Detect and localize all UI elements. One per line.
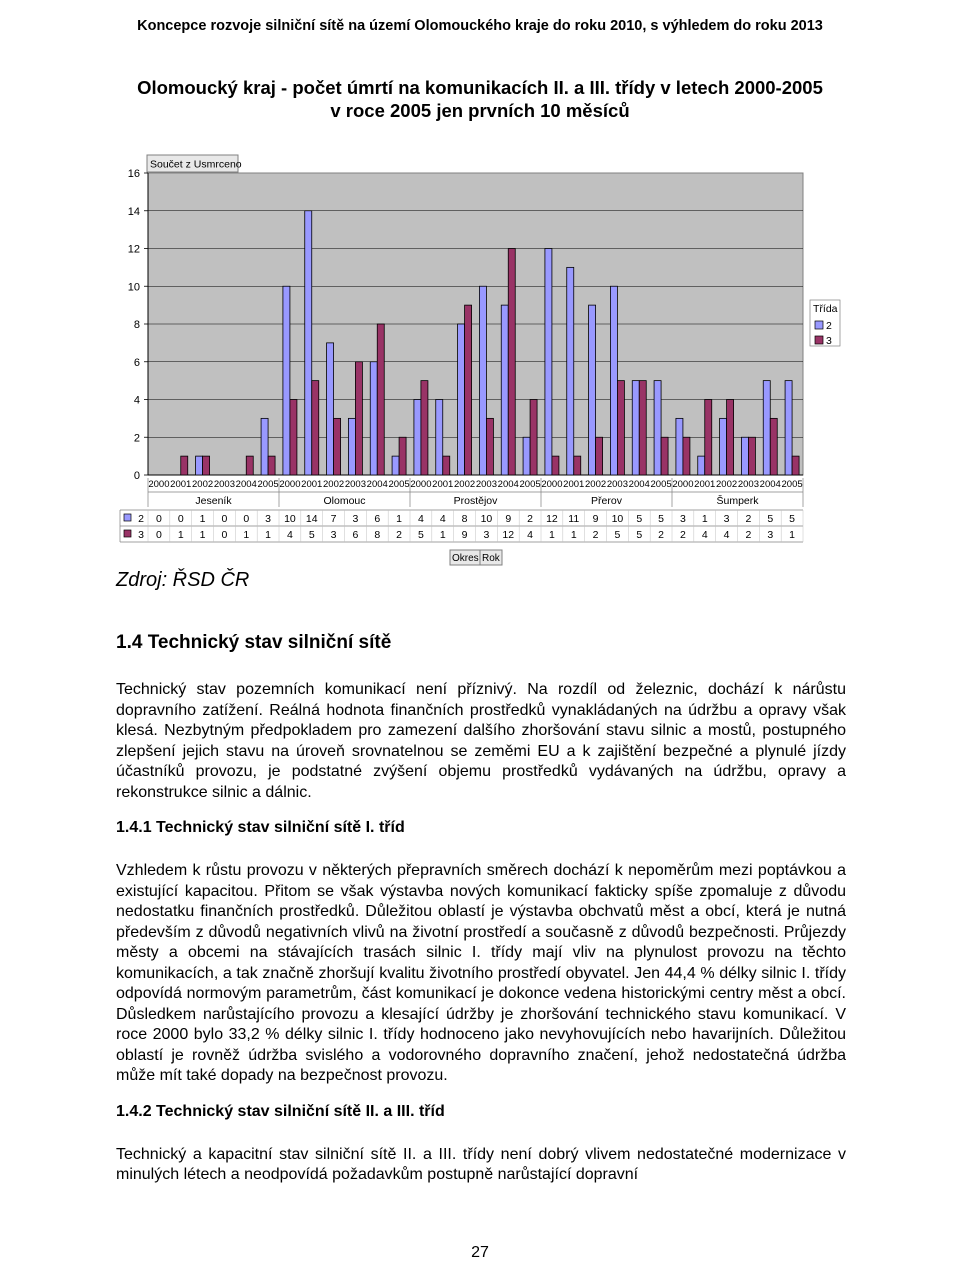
bar-series-3 [574,456,581,475]
x-year-label: 2003 [344,479,366,490]
x-year-label: 2003 [606,479,628,490]
bar-series-3 [268,456,275,475]
deaths-bar-chart [0,150,960,575]
bar-series-3 [377,324,384,475]
x-year-label: 2002 [716,479,738,490]
table-cell: 2 [592,529,599,541]
x-year-label: 2004 [628,479,650,490]
table-cell: 3 [723,513,730,525]
table-cell: 4 [723,529,730,541]
table-cell: 2 [527,513,534,525]
table-cell: 1 [199,529,206,541]
table-cell: 2 [745,513,752,525]
table-cell: 3 [265,513,272,525]
y-tick-label: 12 [127,243,140,256]
bar-series-3 [399,437,406,475]
y-tick-label: 10 [127,281,140,294]
x-year-label: 2002 [192,479,214,490]
bar-series-2 [414,400,421,476]
legend-key [815,336,823,344]
bar-series-2 [589,305,596,475]
legend-title: Třída [813,303,838,315]
page-header: Koncepce rozvoje silniční sítě na území Olomouckého kraje do roku 2010, s výhledem do roku 2013 [137,18,823,34]
table-cell: 9 [505,513,512,525]
source-note: Zdroj: ŘSD ČR [116,569,250,591]
x-year-label: 2005 [650,479,672,490]
bar-series-3 [661,437,668,475]
bar-series-3 [443,456,450,475]
bar-series-2 [370,362,377,475]
table-cell: 0 [221,513,228,525]
paragraph-3: Technický a kapacitní stav silniční sítě II. a III. třídy není dobrý vlivem nedostatečné modernizace v minulých létech a neodpovídá požadavkům postupně narůstající dopravní [116,1145,846,1183]
bar-series-2 [436,400,443,476]
bar-series-2 [348,418,355,475]
bar-series-2 [785,381,792,475]
table-cell: 5 [614,529,621,541]
table-cell: 5 [789,513,796,525]
bar-series-2 [283,286,290,475]
table-cell: 0 [155,529,162,541]
y-tick-label: 14 [127,205,140,218]
x-district-label: Šumperk [716,495,759,507]
table-cell: 1 [396,513,403,525]
table-cell: 9 [592,513,599,525]
x-year-label: 2005 [257,479,279,490]
bar-series-2 [763,381,770,475]
table-cell: 12 [546,513,558,525]
x-district-label: Jeseník [195,495,232,507]
table-legend-key [124,514,131,521]
y-tick-label: 16 [127,168,140,180]
x-year-label: 2003 [737,479,759,490]
x-year-label: 2004 [235,479,257,490]
x-year-label: 2002 [585,479,607,490]
bar-series-2 [305,211,312,475]
table-cell: 5 [636,513,643,525]
bar-series-3 [705,400,712,476]
table-cell: 5 [636,529,643,541]
table-cell: 4 [417,513,424,525]
table-cell: 6 [352,529,359,541]
table-cell: 9 [461,529,468,541]
table-cell: 3 [767,529,774,541]
bar-series-3 [312,381,319,475]
bar-series-3 [770,418,777,475]
x-year-label: 2003 [213,479,235,490]
table-cell: 1 [199,513,206,525]
table-cell: 2 [658,529,665,541]
table-cell: 2 [745,529,752,541]
bar-series-3 [486,418,493,475]
table-cell: 3 [679,513,686,525]
x-district-label: Olomouc [323,495,366,507]
bar-series-2 [261,418,268,475]
chart-title-line2: v roce 2005 jen prvních 10 měsíců [330,100,630,121]
x-district-label: Přerov [591,495,622,507]
table-cell: 8 [374,529,381,541]
y-tick-label: 8 [133,319,140,331]
table-cell: 0 [221,529,228,541]
table-cell: 1 [789,529,796,541]
table-cell: 12 [502,529,515,541]
chart-title [0,76,960,122]
table-cell: 1 [570,529,577,541]
bar-series-2 [567,267,574,475]
x-year-label: 2002 [454,479,476,490]
bar-series-3 [683,437,690,475]
bar-series-3 [246,456,253,475]
table-cell: 0 [177,513,184,525]
x-year-label: 2000 [410,479,432,490]
bar-series-2 [698,456,705,475]
legend-label: 3 [826,335,832,347]
bar-series-2 [610,286,617,475]
x-year-label: 2005 [388,479,410,490]
section-title: 1.4 Technický stav silniční sítě [116,632,392,653]
table-cell: 2 [396,529,403,541]
x-year-label: 2005 [781,479,803,490]
legend-label: 2 [826,320,832,332]
x-year-label: 2001 [694,479,716,490]
field-button-label: Součet z Usmrceno [150,158,242,171]
okres-field-label: Okres [452,553,479,564]
table-cell: 11 [568,513,580,525]
table-cell: 10 [480,513,493,525]
paragraph-1: Technický stav pozemních komunikací není příznivý. Na rozdíl od železnic, dochází k nárůstu dopravního zatížení. Reálná hodnota finančních prostředků vynakládaných na údržbu a opravy však klesá. Nezbytným předpokladem pro zamezení dalšího zhoršování stavu silnic a mostů, postupného zlepšení jejich stavu na úroveň srovnatelnou se zeměmi EU a k zajištění bezpečné a plynulé jízdy účastníků provozu, je podstatné zvýšení objemu prostředků vydávaných na údržbu, opravy a rekonstrukce silnic a dálnic. [116,681,846,801]
bar-series-3 [552,456,559,475]
rok-field-label: Rok [482,553,500,564]
bar-series-2 [741,437,748,475]
table-cell: 8 [461,513,468,525]
bar-series-3 [290,400,297,476]
table-cell: 5 [308,529,315,541]
bar-series-2 [632,381,639,475]
bar-series-3 [181,456,188,475]
bar-series-3 [748,437,755,475]
x-district-label: Prostějov [453,495,498,507]
x-year-label: 2005 [519,479,541,490]
bar-series-3 [508,249,515,476]
text-content [116,632,846,1202]
x-year-label: 2004 [759,479,781,490]
table-cell: 3 [483,529,490,541]
table-cell: 7 [330,513,337,525]
bar-series-2 [196,456,203,475]
table-cell: 1 [243,529,250,541]
table-cell: 10 [611,513,624,525]
bar-series-3 [421,381,428,475]
legend-key [815,321,823,329]
table-row-label: 2 [138,513,144,525]
x-year-label: 2001 [563,479,585,490]
subsection-2-title: 1.4.2 Technický stav silniční sítě II. a III. tříd [116,1102,445,1120]
x-year-label: 2002 [323,479,345,490]
table-cell: 5 [658,513,665,525]
table-cell: 3 [330,529,337,541]
table-cell: 5 [767,513,774,525]
bar-series-3 [596,437,603,475]
table-cell: 4 [286,529,293,541]
table-cell: 2 [679,529,686,541]
x-year-label: 2001 [170,479,192,490]
bar-series-2 [545,249,552,476]
bar-series-2 [676,418,683,475]
chart-title-line1: Olomoucký kraj - počet úmrtí na komunikacích II. a III. třídy v letech 2000-2005 [137,77,823,98]
table-legend-key [124,530,131,537]
x-year-label: 2004 [366,479,388,490]
bar-series-3 [465,305,472,475]
x-year-label: 2000 [279,479,301,490]
x-year-label: 2000 [541,479,563,490]
x-year-label: 2000 [672,479,694,490]
bar-series-2 [479,286,486,475]
bar-series-3 [727,400,734,476]
x-year-label: 2001 [432,479,454,490]
bar-series-2 [501,305,508,475]
table-cell: 4 [527,529,534,541]
table-cell: 0 [243,513,250,525]
bar-series-2 [720,418,727,475]
table-cell: 5 [417,529,424,541]
subsection-1-title: 1.4.1 Technický stav silniční sítě I. tříd [116,819,405,836]
table-cell: 14 [305,513,318,525]
table-row-label: 3 [138,529,144,541]
bar-series-2 [392,456,399,475]
bar-series-2 [654,381,661,475]
paragraph-2: Vzhledem k růstu provozu v některých přepravních směrech dochází k nepoměrům mezi poptávkou a existující kapacitou. Přitom se však výstavba nových komunikací fakticky spíše zpomaluje z důvodu nedostatku finančních prostředků. Důležitou oblastí je výstavba obchvatů měst a obcí, která je nutná především z důvodů negativních vlivů na životní prostředí a současně z důvodů bezpečnosti. Průjezdy městy a obcemi na stávajících trasách silnic I. třídy mají vliv na plynulost provozu na těchto komunikacích, a tak značně zhoršují kvalitu životního prostředí obyvatel. Jen 44,4 % délky silnic I. třídy odpovídá normovým parametrům, část komunikací je dokonce vedena historickými centry měst a obcí. Důsledkem narůstajícího provozu a klesající údržby je zhoršování technického stavu komunikací. V roce 2000 bylo 33,2 % délky silnic I. třídy hodnoceno jako nevyhovujících nebo havarijních. Důležitou oblastí je rovněž údržba svislého a vodorovného dopravního značení, jehož nedostatečná údržba může mít také dopady na bezpečnost provozu. [116,862,846,1084]
x-year-label: 2001 [301,479,323,490]
table-cell: 1 [439,529,446,541]
table-cell: 0 [155,513,162,525]
table-cell: 1 [701,513,708,525]
bar-series-2 [458,324,465,475]
x-year-label: 2003 [475,479,497,490]
bar-series-3 [617,381,624,475]
bar-series-3 [334,418,341,475]
y-tick-label: 4 [133,394,140,407]
table-cell: 1 [265,529,272,541]
table-cell: 3 [352,513,359,525]
x-year-label: 2000 [148,479,170,490]
y-tick-label: 6 [133,356,140,369]
table-cell: 1 [548,529,555,541]
table-cell: 6 [374,513,381,525]
x-year-label: 2004 [497,479,519,490]
table-cell: 10 [284,513,296,525]
bar-series-3 [792,456,799,475]
bar-series-2 [523,437,530,475]
bar-series-3 [203,456,210,475]
y-tick-label: 2 [133,432,140,445]
bar-series-3 [530,400,537,476]
bar-series-2 [327,343,334,475]
table-cell: 1 [177,529,184,541]
bar-series-3 [639,381,646,475]
page-number: 27 [471,1244,489,1261]
bar-series-3 [355,362,362,475]
table-cell: 4 [701,529,708,541]
table-cell: 4 [439,513,446,525]
y-tick-label: 0 [133,470,140,482]
